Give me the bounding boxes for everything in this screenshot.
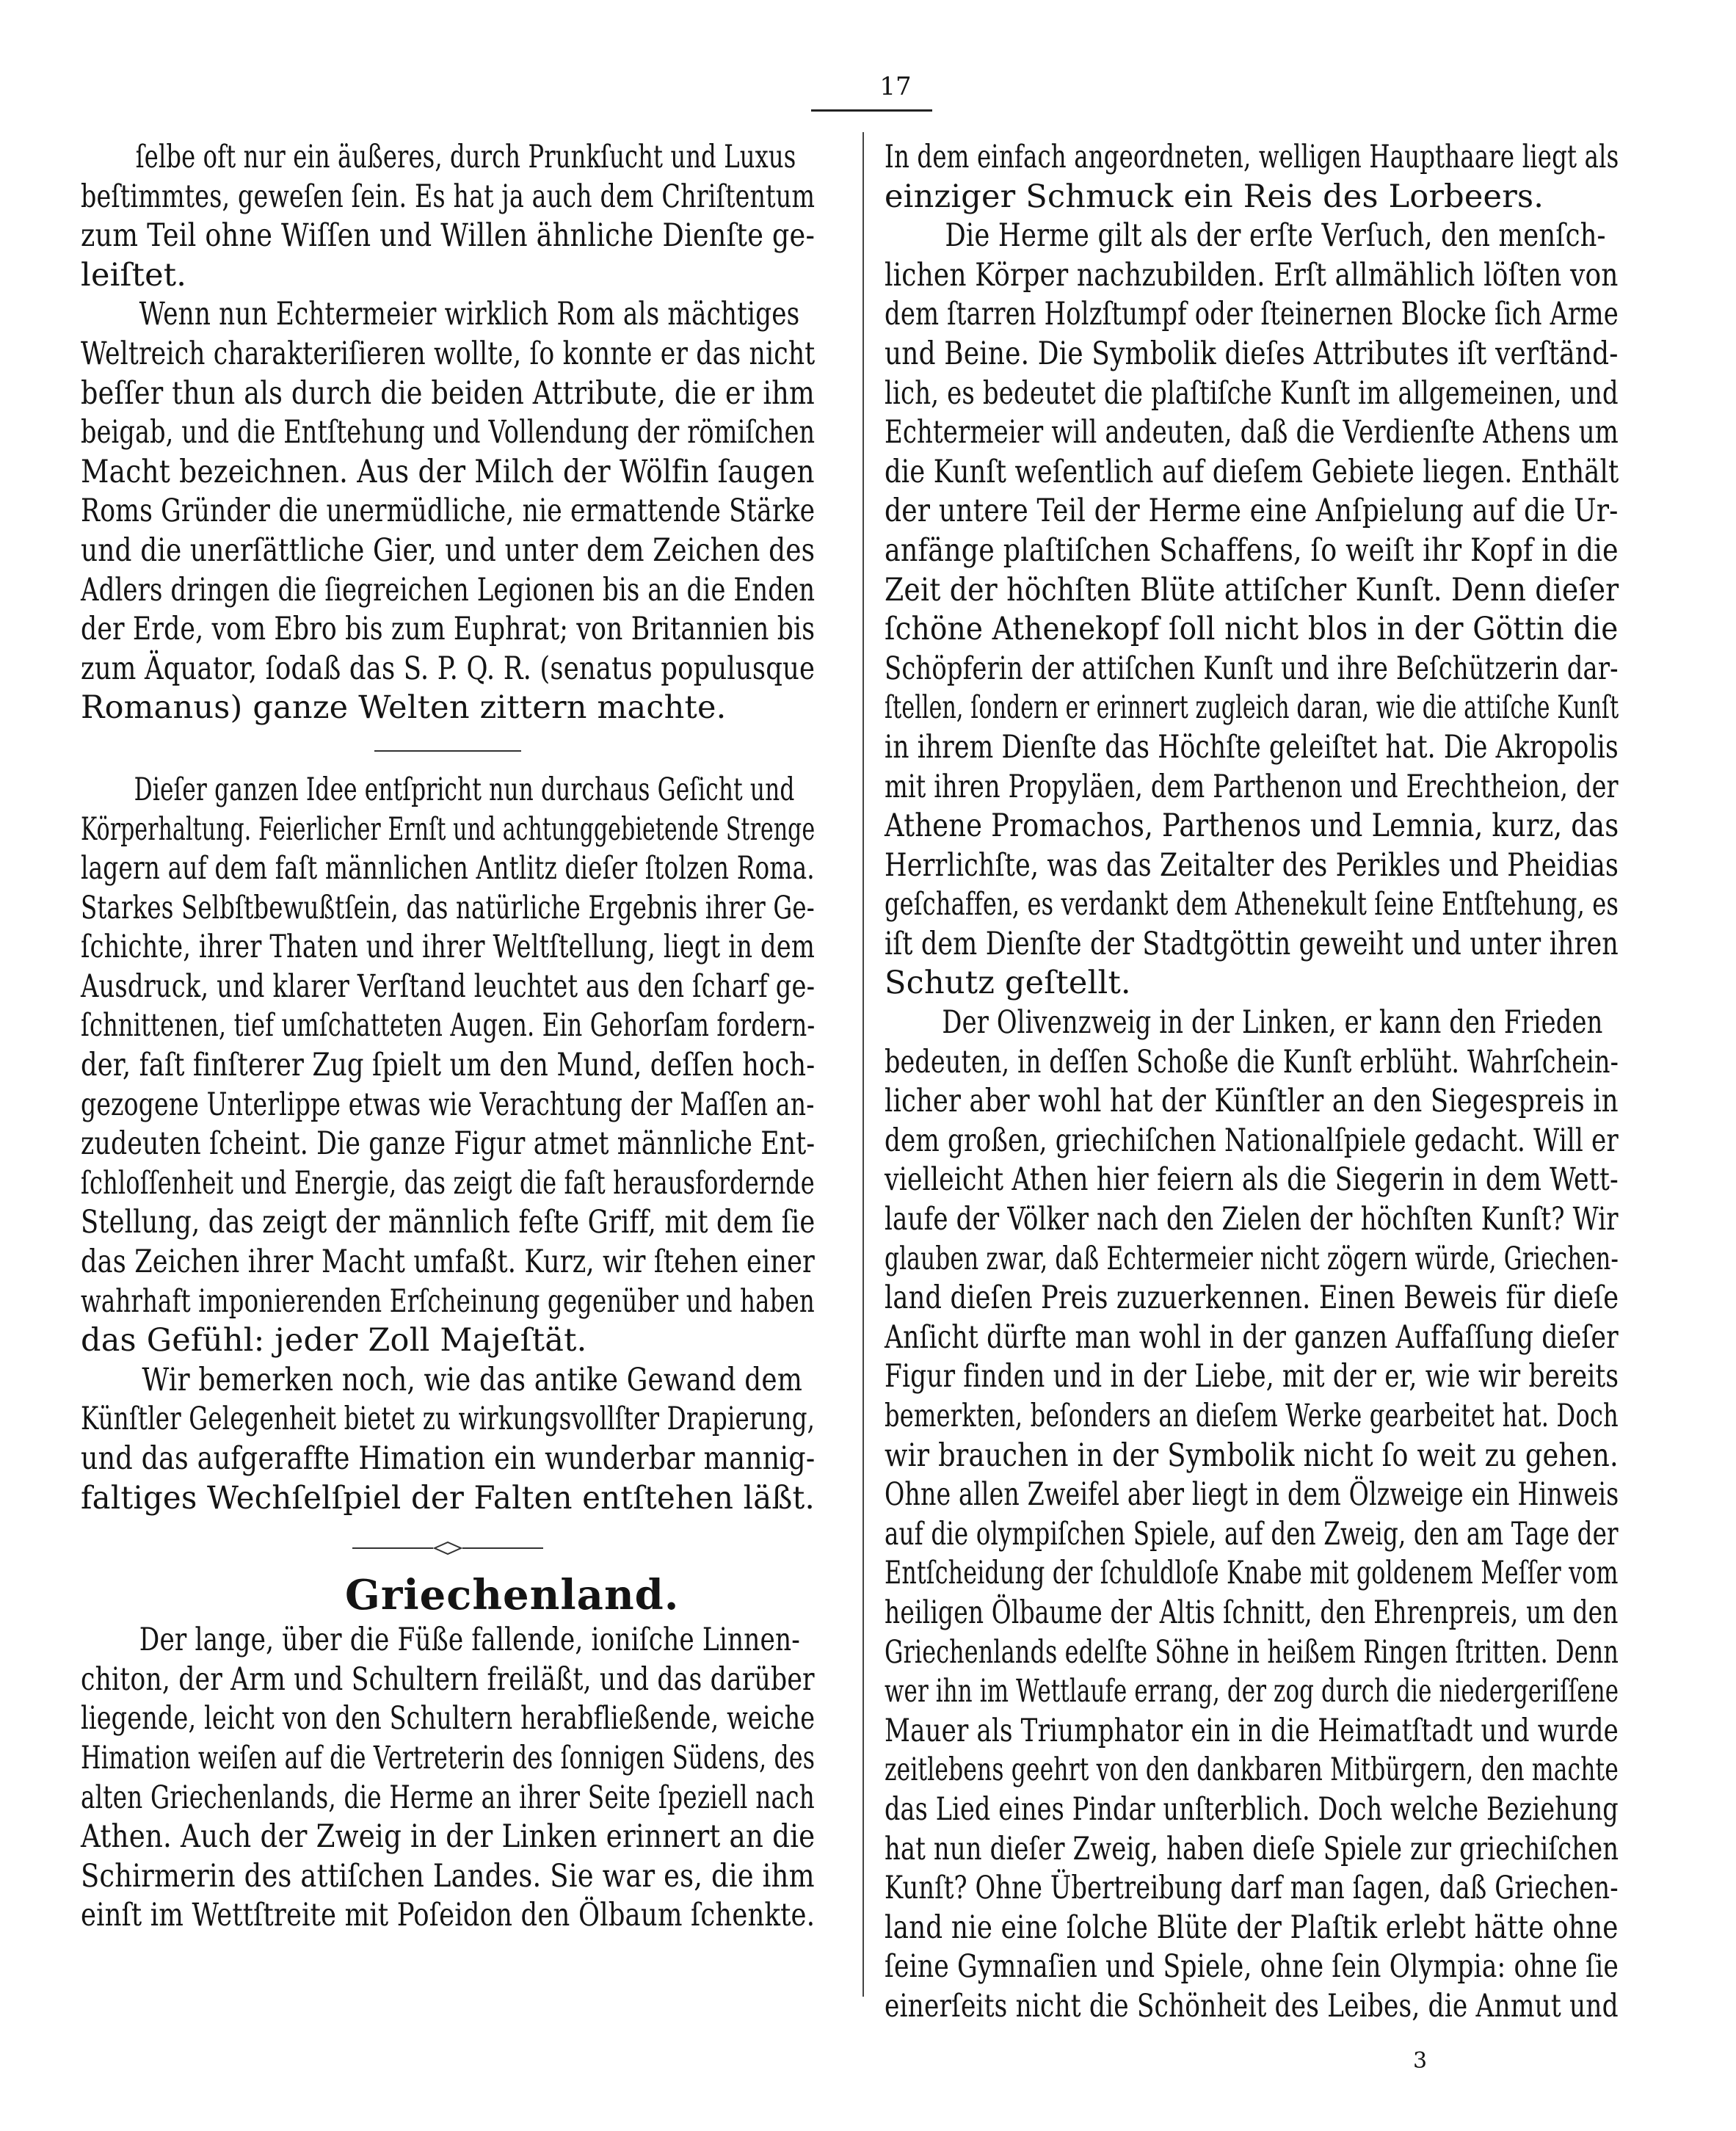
text-line: dem großen, griechiſchen Nationalſpiele gedacht. Will er bbox=[885, 1122, 1619, 1159]
text-line: gezogene Unterlippe etwas wie Verachtung der Maſſen an- bbox=[81, 1086, 815, 1123]
section-divider-rule bbox=[374, 750, 521, 752]
paragraph bbox=[81, 295, 815, 728]
text-line: wahrhaft imponierenden Erſcheinung gegenüber und haben bbox=[81, 1282, 815, 1320]
text-line: zum Teil ohne Wiſſen und Willen ähnliche Dienſte ge- bbox=[81, 217, 816, 255]
text-line: wer ihn im Wettlaufe errang, der zog durch die niedergeriſſene bbox=[885, 1673, 1619, 1710]
section-heading: Griechenland. bbox=[345, 1571, 680, 1620]
text-line: geſchaffen, es verdankt dem Athenekult ſeine Entſtehung, es bbox=[885, 886, 1619, 923]
paragraph bbox=[885, 138, 1619, 217]
text-line: Wir bemerken noch, wie das antike Gewand dem bbox=[142, 1361, 802, 1398]
text-line: ſtellen, ſondern er erinnert zugleich daran, wie die attiſche Kunſt bbox=[885, 689, 1619, 727]
text-line: Himation weiſen auf die Vertreterin des ſonnigen Südens, des bbox=[81, 1739, 816, 1776]
text-line: bemerkten, beſonders an dieſem Werke gearbeitet hat. Doch bbox=[885, 1398, 1619, 1434]
text-line: beigab, und die Entſtehung und Vollendung der römiſchen bbox=[81, 414, 816, 451]
text-line: Schutz geſtellt. bbox=[885, 965, 1131, 1002]
text-line: Herrlichſte, was das Zeitalter des Perikles und Pheidias bbox=[885, 846, 1619, 884]
text-line: die Kunſt weſentlich auf dieſem Gebiete liegen. Enthält bbox=[885, 453, 1619, 490]
text-line: das Lied eines Pindar unſterblich. Doch welche Beziehung bbox=[885, 1790, 1619, 1828]
text-line: Athene Promachos, Parthenos und Lemnia, kurz, das bbox=[885, 807, 1619, 845]
text-line: Romanus) ganze Welten zittern machte. bbox=[81, 689, 727, 727]
column-divider bbox=[862, 132, 864, 1997]
text-line: Der lange, über die Füße fallende, ioniſche Linnen- bbox=[139, 1622, 800, 1659]
text-line: Dieſer ganzen Idee entſpricht nun durchaus Geſicht und bbox=[134, 771, 795, 808]
text-line: Ohne allen Zweifel aber liegt in dem Ölzweige ein Hinweis bbox=[885, 1476, 1619, 1514]
text-line: glauben zwar, daß Echtermeier nicht zögern würde, Griechen- bbox=[885, 1240, 1619, 1277]
text-line: anfänge plaſtiſchen Schaffens, ſo weiſt ihr Kopf in die bbox=[885, 531, 1619, 569]
text-line: und das aufgeraffte Himation ein wunderbar mannig- bbox=[81, 1440, 816, 1477]
text-line: Ausdruck, und klarer Verſtand leuchtet aus den ſcharf ge- bbox=[81, 968, 816, 1005]
text-line: leiſtet. bbox=[81, 256, 187, 294]
text-line: alten Griechenlands, die Herme an ihrer Seite ſpeziell nach bbox=[81, 1779, 815, 1816]
text-line: beſſer thun als durch die beiden Attribute, die er ihm bbox=[81, 374, 815, 412]
signature-mark: 3 bbox=[1413, 2048, 1428, 2074]
text-line: lagern auf dem faſt männlichen Antlitz dieſer ſtolzen Roma. bbox=[81, 850, 815, 887]
text-line: Athen. Auch der Zweig in der Linken erinnert an die bbox=[81, 1818, 816, 1856]
text-line: einerſeits nicht die Schönheit des Leibes, die Anmut und bbox=[885, 1987, 1619, 2025]
text-line: dem ſtarren Holzſtumpf oder ſteinernen Blocke ſich Arme bbox=[885, 296, 1619, 333]
text-line: Die Herme gilt als der erſte Verſuch, den menſch- bbox=[945, 217, 1606, 255]
text-line: der untere Teil der Herme eine Anſpielung auf die Ur- bbox=[885, 493, 1619, 530]
ornament-divider bbox=[352, 1540, 543, 1556]
left-column bbox=[81, 138, 815, 1936]
text-line: Griechenlands edelſte Söhne in heißem Ringen ſtritten. Denn bbox=[885, 1633, 1619, 1671]
text-line: und Beine. Die Symbolik dieſes Attributes iſt verſtänd- bbox=[885, 335, 1619, 372]
text-line: einſt im Wettſtreite mit Poſeidon den Ölbaum ſchenkte. bbox=[81, 1897, 816, 1934]
text-line: das Gefühl: jeder Zoll Majeſtät. bbox=[81, 1322, 587, 1359]
paragraph bbox=[81, 138, 815, 295]
text-line: der, faſt finſterer Zug ſpielt um den Mund, deſſen hoch- bbox=[81, 1047, 816, 1084]
text-line: Stellung, das zeigt der männlich feſte Griff, mit dem ſie bbox=[81, 1204, 816, 1241]
text-line: Echtermeier will andeuten, daß die Verdienſte Athens um bbox=[885, 414, 1619, 451]
text-line: ſchichte, ihrer Thaten und ihrer Weltſtellung, liegt in dem bbox=[81, 929, 815, 966]
text-line: der Erde, vom Ebro bis zum Euphrat; von Britannien bis bbox=[81, 611, 816, 648]
text-line: land nie eine ſolche Blüte der Plaſtik erlebt hätte ohne bbox=[885, 1909, 1619, 1946]
text-line: Der Olivenzweig in der Linken, er kann den Frieden bbox=[942, 1004, 1603, 1042]
text-line: Künſtler Gelegenheit bietet zu wirkungsvollſter Drapierung, bbox=[81, 1401, 816, 1438]
paragraph bbox=[81, 1361, 815, 1518]
text-line: heiligen Ölbaume der Altis ſchnitt, den Ehrenpreis, um den bbox=[885, 1594, 1619, 1631]
right-column bbox=[885, 138, 1619, 2027]
text-line: ſelbe oft nur ein äußeres, durch Prunkſucht und Luxus bbox=[135, 139, 796, 175]
text-line: vielleicht Athen hier feiern als die Siegerin in dem Wett- bbox=[885, 1161, 1619, 1199]
text-line: ſchloſſenheit und Energie, das zeigt die faſt herausfordernde bbox=[81, 1164, 815, 1202]
text-line: Zeit der höchſten Blüte attiſcher Kunſt. Denn dieſer bbox=[885, 571, 1619, 609]
text-line: Schirmerin des attiſchen Landes. Sie war es, die ihm bbox=[81, 1857, 815, 1895]
text-line: Anſicht dürfte man wohl in der ganzen Auffaſſung dieſer bbox=[885, 1318, 1619, 1356]
text-line: Figur finden und in der Liebe, mit der er, wie wir bereits bbox=[885, 1358, 1619, 1395]
text-line: licher aber wohl hat der Künſtler an den Siegespreis in bbox=[885, 1083, 1619, 1120]
text-line: laufe der Völker nach den Zielen der höchſten Kunſt? Wir bbox=[885, 1201, 1619, 1238]
text-line: Wenn nun Echtermeier wirklich Rom als mächtiges bbox=[139, 296, 800, 333]
page-number: 17 bbox=[879, 72, 912, 101]
text-line: Entſcheidung der ſchuldloſe Knabe mit goldenem Meſſer vom bbox=[885, 1555, 1619, 1592]
text-line: beſtimmtes, geweſen ſein. Es hat ja auch dem Chriſtentum bbox=[81, 178, 816, 215]
text-line: ſeine Gymnaſien und Spiele, ohne ſein Olympia: ohne ſie bbox=[885, 1948, 1619, 1986]
text-line: land dieſen Preis zuzuerkennen. Einen Beweis für dieſe bbox=[885, 1279, 1619, 1317]
text-line: Kunſt? Ohne Übertreibung darf man ſagen, daß Griechen- bbox=[885, 1870, 1619, 1907]
text-line: zudeuten ſcheint. Die ganze Figur atmet männliche Ent- bbox=[81, 1125, 816, 1163]
text-line: ſchnittenen, tief umſchatteten Augen. Ein Gehorſam fordern- bbox=[81, 1007, 816, 1045]
paragraph bbox=[81, 1621, 815, 1936]
text-line: Adlers dringen die ſiegreichen Legionen bis an die Enden bbox=[81, 571, 816, 609]
page-number-rule bbox=[811, 109, 932, 112]
text-line: Mauer als Triumphator ein in die Heimatſtadt und wurde bbox=[885, 1712, 1619, 1749]
text-line: lich, es bedeutet die plaſtiſche Kunſt im allgemeinen, und bbox=[885, 374, 1619, 412]
text-line: das Zeichen ihrer Macht umfaßt. Kurz, wir ſtehen einer bbox=[81, 1244, 815, 1281]
text-line: Roms Gründer die unermüdliche, nie ermattende Stärke bbox=[81, 493, 816, 530]
text-line: in ihrem Dienſte das Höchſte geleiſtet hat. Die Akropolis bbox=[885, 728, 1619, 766]
text-line: und die unerſättliche Gier, und unter dem Zeichen des bbox=[81, 531, 816, 569]
text-line: mit ihren Propyläen, dem Parthenon und Erechtheion, der bbox=[885, 768, 1619, 805]
text-line: lichen Körper nachzubilden. Erſt allmählich löſten von bbox=[885, 256, 1619, 294]
text-line: zum Äquator, ſodaß das S. P. Q. R. (senatus populusque bbox=[81, 650, 816, 687]
text-line: Schöpferin der attiſchen Kunſt und ihre Beſchützerin dar- bbox=[885, 650, 1619, 687]
text-line: ſchöne Athenekopf ſoll nicht blos in der Göttin die bbox=[885, 611, 1619, 648]
text-line: faltiges Wechſelſpiel der Falten entſtehen läßt. bbox=[81, 1479, 815, 1517]
text-line: wir brauchen in der Symbolik nicht ſo weit zu gehen. bbox=[885, 1437, 1619, 1474]
text-line: In dem einfach angeordneten, welligen Haupthaare liegt als bbox=[885, 139, 1619, 175]
text-line: iſt dem Dienſte der Stadtgöttin geweiht und unter ihren bbox=[885, 925, 1619, 962]
paragraph bbox=[885, 1003, 1619, 2026]
text-line: Körperhaltung. Feierlicher Ernſt und achtunggebietende Strenge bbox=[81, 810, 816, 848]
text-line: einziger Schmuck ein Reis des Lorbeers. bbox=[885, 178, 1544, 215]
text-line: Macht bezeichnen. Aus der Milch der Wölfin ſaugen bbox=[81, 453, 815, 490]
text-line: chiton, der Arm und Schultern freiläßt, und das darüber bbox=[81, 1660, 815, 1698]
text-line: bedeuten, in deſſen Schoße die Kunſt erblüht. Wahrſchein- bbox=[885, 1043, 1619, 1081]
paragraph bbox=[885, 217, 1619, 1003]
paragraph bbox=[81, 771, 815, 1361]
text-line: hat nun dieſer Zweig, haben dieſe Spiele zur griechiſchen bbox=[885, 1830, 1619, 1867]
text-line: auf die olympiſchen Spiele, auf den Zweig, den am Tage der bbox=[885, 1515, 1619, 1553]
text-line: Starkes Selbſtbewußtſein, das natürliche Ergebnis ihrer Ge- bbox=[81, 889, 815, 926]
text-line: Weltreich charakteriſieren wollte, ſo konnte er das nicht bbox=[81, 335, 816, 372]
text-line: liegende, leicht von den Schultern herabfließende, weiche bbox=[81, 1700, 816, 1738]
text-line: zeitlebens geehrt von den dankbaren Mitbürgern, den machte bbox=[885, 1751, 1619, 1789]
